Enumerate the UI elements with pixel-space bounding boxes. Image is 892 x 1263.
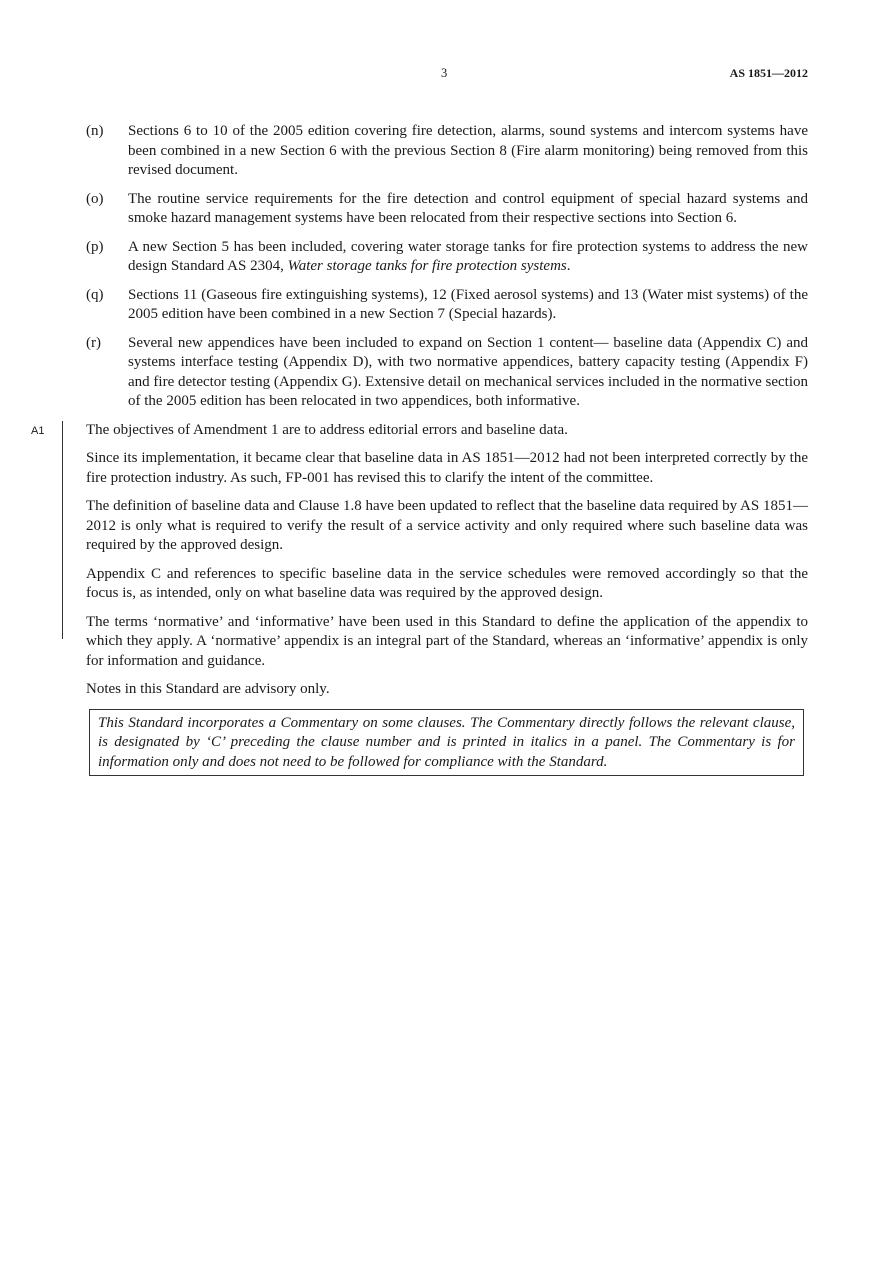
list-label: (r) [86,334,101,351]
list-item-o [86,190,808,229]
amendment-block [31,421,808,604]
list-label: (n) [86,123,104,139]
list-item-p [86,238,808,277]
list-label: (o) [86,190,104,207]
amendment-paragraph: Appendix C and references to specific baseline data in the service schedules were removed accordingly so that the focus is, as intended, only on what baseline data was required by the approved design. [86,565,808,601]
list-text-after: . [566,258,571,274]
list-text-before: A new Section 5 has been included, covering water storage tanks for fire protection systems to address the new design Standard AS 2304, [128,238,808,274]
amendment-paragraph: Since its implementation, it became clear that baseline data in AS 1851—2012 had not been interpreted correctly by the fire protection industry. As such, FP-001 has revised this to clarify the intent of the committee. [86,450,808,486]
commentary-panel: This Standard incorporates a Commentary on some clauses. The Commentary directly follows the relevant clause, is designated by ‘C’ preceding the clause number and is printed in italics in a panel. The Commentary is for information only and does not need to be followed for compliance with the Standard. [89,709,804,777]
amendment-paragraph: The objectives of Amendment 1 are to address editorial errors and baseline data. [86,421,568,438]
list-label: (q) [86,286,104,303]
amendment-marker: A1 [31,424,45,437]
standard-title-italic: Water storage tanks for fire protection systems [287,258,567,274]
page-header [0,66,892,86]
list-text: Sections 6 to 10 of the 2005 edition covering fire detection, alarms, sound systems and intercom systems have been combined in a new Section 6 with the previous Section 8 (Fire alarm monitoring) being removed from this revised document. [128,123,808,178]
page-body [31,122,808,776]
list-text: Sections 11 (Gaseous fire extinguishing systems), 12 (Fixed aerosol systems) and 13 (Water mist systems) of the 2005 edition have been combined in a new Section 7 (Special hazards). [128,286,808,322]
document-id: AS 1851—2012 [729,66,808,80]
list-item-r [86,334,808,412]
list-item-n [86,122,808,181]
amendment-paragraph: The definition of baseline data and Clause 1.8 have been updated to reflect that the baseline data required by AS 1851—2012 is only what is required to verify the result of a service activity and only required where such baseline data was required by the approved design. [86,498,808,553]
amendment-change-bar [62,421,63,639]
body-paragraph: The terms ‘normative’ and ‘informative’ have been used in this Standard to define the application of the appendix to which they apply. A ‘normative’ appendix is an integral part of the Standard, whereas an ‘informative’ appendix is only for information and guidance. [86,613,808,669]
page-number: 3 [441,66,448,80]
list-text [128,238,808,277]
list-label: (p) [86,238,104,255]
list-text: The routine service requirements for the fire detection and control equipment of special hazard systems and smoke hazard management systems have been relocated from their respective sections into Section 6. [128,190,808,226]
list-text: Several new appendices have been included to expand on Section 1 content— baseline data (Appendix C) and systems interface testing (Appendix D), with two normative appendices, battery capacity testing (Appendix F) and fire detector testing (Appendix G). Extensive detail on mechanical services included in the normative section of the 2005 edition has been relocated in two appendices, both informative. [128,334,808,409]
list-item-q [86,286,808,325]
body-paragraph: Notes in this Standard are advisory only. [86,681,330,697]
